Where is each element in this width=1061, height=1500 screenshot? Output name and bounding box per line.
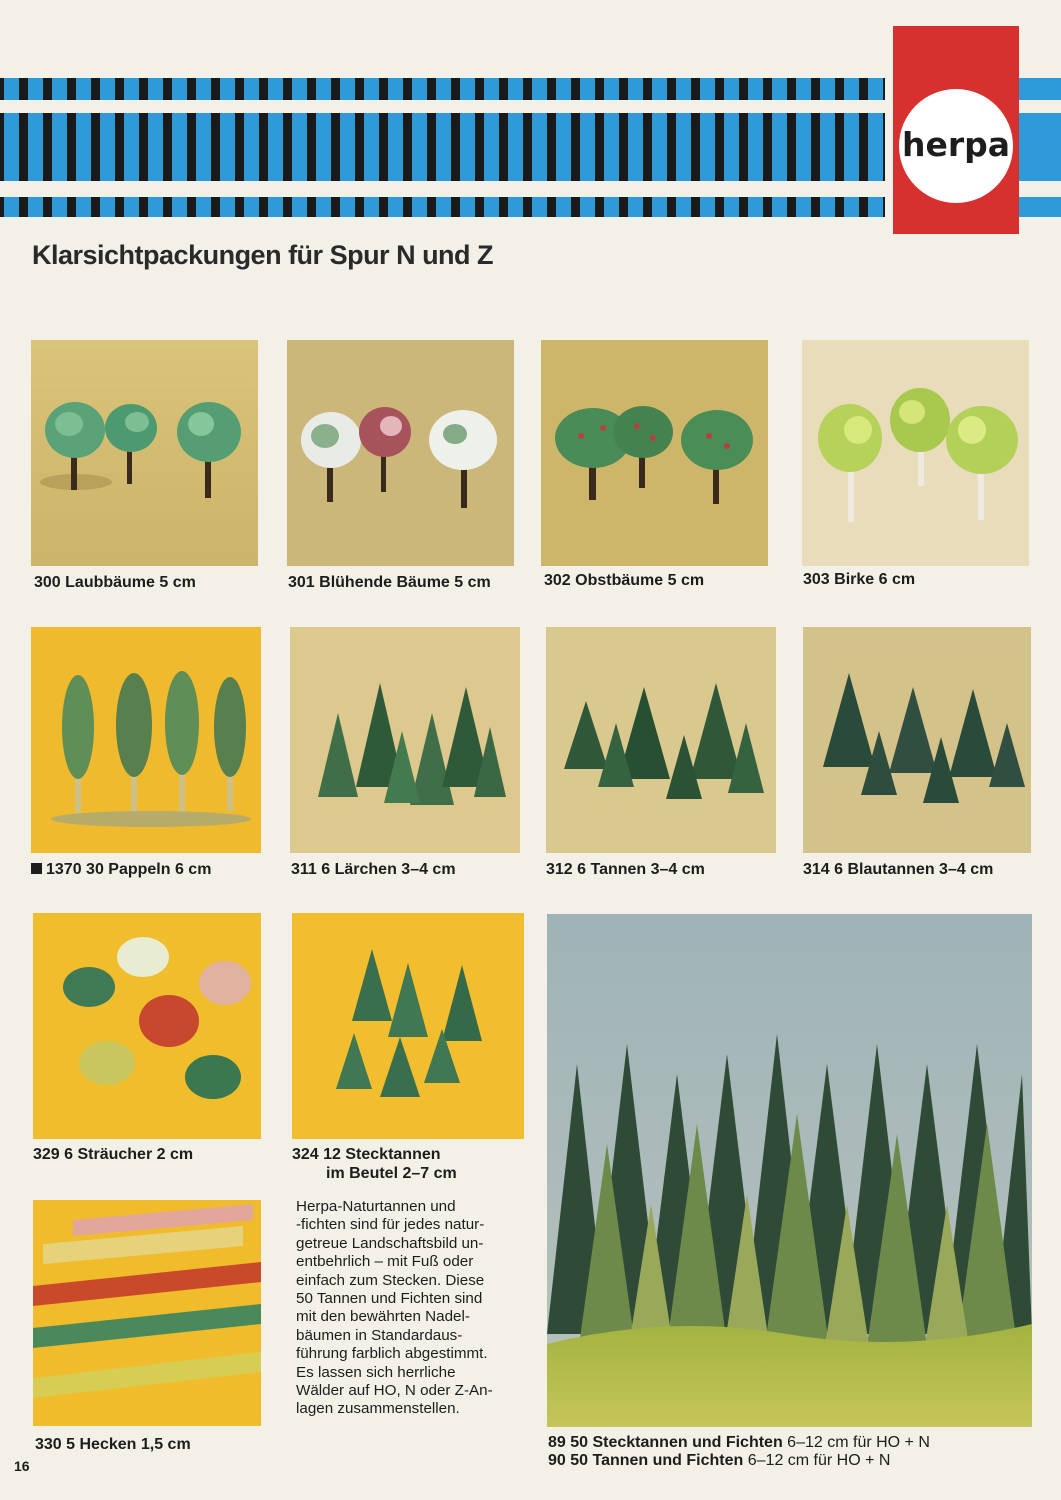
product-caption-300: 300 Laubbäume 5 cm: [34, 574, 196, 591]
product-photo-329: [33, 913, 261, 1139]
product-photo-312: [546, 627, 776, 853]
herpa-logo-text: herpa: [901, 124, 1011, 164]
herpa-logo: [893, 26, 1019, 234]
description-text: [296, 1198, 536, 1419]
product-photo-324: [292, 913, 524, 1139]
header-stripe-top: [0, 78, 885, 100]
product-caption-324-line1: 324 12 Stecktannen: [292, 1146, 441, 1163]
product-photo-1370: [31, 627, 261, 853]
product-caption-329: 329 6 Sträucher 2 cm: [33, 1146, 194, 1163]
description-line: getreue Landschaftsbild un-: [296, 1234, 484, 1252]
description-line: Es lassen sich herrliche: [296, 1363, 456, 1381]
forest-caption-90-bold: 90 50 Tannen und Fichten: [548, 1452, 744, 1469]
product-photo-330: [33, 1200, 261, 1426]
logo-right-stripe: [1019, 78, 1061, 217]
description-line: mit den bewährten Nadel-: [296, 1308, 470, 1326]
description-line: führung farblich abgestimmt.: [296, 1345, 488, 1363]
forest-caption-90: [548, 1451, 890, 1470]
product-caption-324-line2: im Beutel 2–7 cm: [326, 1165, 457, 1182]
product-photo-300: [31, 340, 258, 566]
product-caption-1370-text: 1370 30 Pappeln 6 cm: [46, 861, 212, 878]
new-item-square-icon: [31, 863, 42, 874]
product-caption-311: 311 6 Lärchen 3–4 cm: [291, 861, 456, 878]
description-line: bäumen in Standardaus-: [296, 1326, 463, 1344]
page-title: Klarsichtpackungen für Spur N und Z: [32, 240, 494, 270]
header-stripe-bottom: [0, 197, 885, 217]
product-caption-314: 314 6 Blautannen 3–4 cm: [803, 861, 994, 878]
page-number: 16: [14, 1458, 30, 1474]
product-caption-1370: [31, 860, 211, 879]
forest-photo: [547, 914, 1032, 1427]
product-photo-302: [541, 340, 768, 566]
header-stripe-middle: [0, 113, 885, 181]
forest-caption-90-rest: 6–12 cm für HO + N: [743, 1452, 891, 1469]
product-caption-301: 301 Blühende Bäume 5 cm: [288, 574, 491, 591]
product-caption-312: 312 6 Tannen 3–4 cm: [546, 861, 705, 878]
product-photo-303: [802, 340, 1029, 566]
description-line: lagen zusammenstellen.: [296, 1400, 460, 1418]
forest-caption-89-rest: 6–12 cm für HO + N: [782, 1434, 930, 1451]
product-caption-330: 330 5 Hecken 1,5 cm: [35, 1436, 191, 1453]
description-line: Wälder auf HO, N oder Z-An-: [296, 1382, 493, 1400]
description-line: Herpa-Naturtannen und: [296, 1198, 456, 1215]
description-line: entbehrlich – mit Fuß oder: [296, 1253, 474, 1271]
product-photo-314: [803, 627, 1031, 853]
product-caption-302: 302 Obstbäume 5 cm: [544, 572, 705, 589]
description-line: -fichten sind für jedes natur-: [296, 1216, 485, 1234]
herpa-logo-circle: [899, 89, 1013, 203]
forest-caption-89-bold: 89 50 Stecktannen und Fichten: [548, 1434, 783, 1451]
product-photo-311: [290, 627, 520, 853]
product-caption-303: 303 Birke 6 cm: [803, 571, 916, 588]
description-line: einfach zum Stecken. Diese: [296, 1271, 485, 1289]
forest-caption-89: [548, 1433, 930, 1452]
product-photo-301: [287, 340, 514, 566]
description-line: 50 Tannen und Fichten sind: [296, 1290, 483, 1308]
